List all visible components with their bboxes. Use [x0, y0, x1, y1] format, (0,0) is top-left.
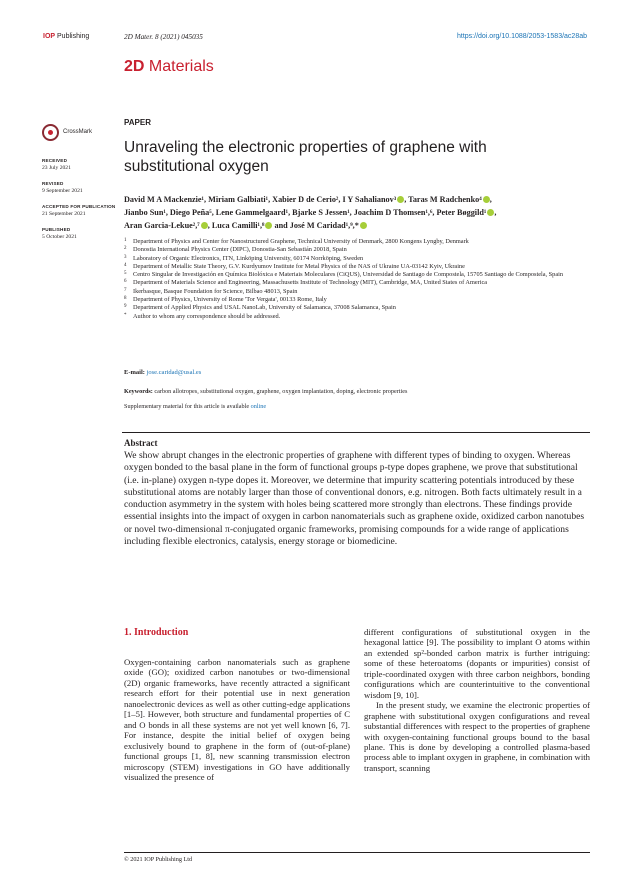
affiliation-item: 2 Donostia International Physics Center (DIPC), Donostia-San Sebastián 20018, Spain	[124, 246, 347, 254]
date-label-revised: REVISED	[42, 181, 64, 186]
crossmark-icon	[42, 124, 59, 141]
date-label-accepted: ACCEPTED FOR PUBLICATION	[42, 204, 116, 209]
date-value-revised: 9 September 2021	[42, 188, 83, 194]
date-value-received: 23 July 2021	[42, 165, 71, 171]
orcid-icon[interactable]	[201, 222, 208, 229]
abstract-text: We show abrupt changes in the electronic properties of graphene with different types of binding to oxygen. Whereas oxygen bonded to the basal plane in the form of functional groups p-type dopes graphene, we prove that substitutional (i.e. in-plane) oxygen n-type dopes it. Moreover, we determine that impurity scattering potentials introduced by these substitutional atoms are notably larger than those of conventional donors, e.g. nitrogen. Both facts ultimately result in a conduction asymmetry in the system with holes being scattered more strongly than electrons. These findings provide essential insights into the impact of oxygen in carbon nanomaterials such as graphene oxide, oxidized carbon nanotubes or novel two-dimensional π-conjugated organic frameworks, promising compounds for a wide range of applications including flexible electronics, catalysis, energy storage or biomedicine.	[124, 450, 585, 548]
supplementary-link[interactable]: online	[250, 403, 267, 410]
section-heading-introduction: 1. Introduction	[124, 627, 189, 638]
footer-divider	[124, 852, 590, 853]
copyright-notice: © 2021 IOP Publishing Ltd	[124, 856, 193, 863]
affiliation-item: 5 Centro Singular de Investigación en Química Biolóxica e Materiais Moleculares (CiQUS), Universidad de Santiago de Compostela, 15705 Santiago de Compostela, Spain	[124, 271, 564, 279]
orcid-icon[interactable]	[360, 222, 367, 229]
date-value-published: 5 October 2021	[42, 234, 77, 240]
email-link[interactable]: jose.caridad@usal.es	[146, 369, 202, 376]
crossmark-badge[interactable]	[42, 124, 122, 142]
affiliation-item: 7 Ikerbasque, Basque Foundation for Science, Bilbao 48013, Spain	[124, 287, 298, 295]
paragraph: In the present study, we examine the electronic properties of graphene with substitutional oxygen configurations and reveal substantial differences with respect to the properties of graphene with oxygen-containing functional groups bound to the basal plane. This is done by developing a controlled plasma-based process able to implant oxygen in graphene, in combination with transport, scanning	[364, 700, 590, 773]
article-title: Unraveling the electronic properties of graphene with substitutional oxygen	[124, 139, 487, 175]
doi-link[interactable]: https://doi.org/10.1088/2053-1583/ac28ab	[457, 33, 587, 40]
affiliation-item: 6 Department of Materials Science and Engineering, Massachusetts Institute of Technology (MIT), Cambridge, MA, United States of America	[124, 279, 488, 287]
article-type: PAPER	[124, 118, 151, 127]
body-column-left: Oxygen-containing carbon nanomaterials such as graphene oxide (GO); oxidized carbon nanotubes or two-dimensional (2D) organic frameworks, have recently attracted a significant research effort for their potential use in next generation nanoelectronic devices as well as other cutting-edge applications [1–5]. However, both structure and fundamental properties of C and O bonds in all these systems are not yet well known [6, 7]. For instance, despite the initial belief of oxygen being exclusively bound to graphene in the form of (out-of-plane) functional groups [1, 8], new scanning transmission electron microscopy (STEM) investigations in GO have additionally visualized the presence of	[124, 657, 350, 782]
date-value-accepted: 21 September 2021	[42, 211, 86, 217]
journal-reference: 2D Mater. 8 (2021) 045035	[124, 33, 203, 41]
affiliation-item: 4 Department of Metallic State Theory, G.V. Kurdyumov Institute for Metal Physics of the NAS of Ukraine UA-03142 Kyiv, Ukraine	[124, 262, 465, 270]
publisher-logo: IOP Publishing	[43, 33, 90, 40]
affiliation-item: 9 Department of Applied Physics and USAL NanoLab, University of Salamanca, 37008 Salamanca, Spain	[124, 304, 396, 312]
affiliation-item: 1 Department of Physics and Center for Nanostructured Graphene, Technical University of Denmark, 2800 Kongens Lyngby, Denmark	[124, 238, 469, 245]
journal-name: 2D Materials	[124, 58, 214, 75]
date-label-received: RECEIVED	[42, 158, 68, 163]
author-list: David M A Mackenzie¹, Miriam Galbiati¹, Xabier D de Cerio², I Y Sahalianov³ , Taras M Radchenko⁴ , Jianbo Sun¹, Diego Peña⁵, Lene Gammelgaard¹, Bjarke S Jessen¹, Joachim D Thomsen¹,⁶, Peter Bøggild¹ , Aran Garcia-Lekue²,⁷ , Luca Camilli¹,⁸ and José M Caridad¹,⁹,*	[124, 195, 497, 230]
abstract-heading: Abstract	[124, 438, 158, 448]
affiliation-item: 8 Department of Physics, University of Rome 'Tor Vergata', 00133 Rome, Italy	[124, 296, 327, 304]
paragraph: different configurations of substitutional oxygen in the hexagonal lattice [9]. The possibility to implant O atoms within an extended sp²-bonded carbon matrix is further intriguing: some of these heteroatoms (dopants or impurities) consist of triple-coordinated oxygen with three carbon neighbors, bonding configurations which are counterintuitive to the conventional wisdom [9, 10].	[364, 627, 590, 700]
corresponding-email: E-mail: jose.caridad@usal.es	[124, 369, 202, 376]
affiliation-item: * Author to whom any correspondence should be addressed.	[124, 312, 281, 320]
orcid-icon[interactable]	[487, 209, 494, 216]
crossmark-label: CrossMark	[63, 129, 93, 135]
affiliation-item: 3 Laboratory of Organic Electronics, ITN, Linköping University, 60174 Norrköping, Sweden	[124, 254, 364, 262]
supplementary-note: Supplementary material for this article is available online	[124, 403, 267, 410]
affiliation-list	[124, 238, 594, 321]
date-label-published: PUBLISHED	[42, 227, 71, 232]
body-column-right	[364, 627, 590, 773]
keywords: Keywords: carbon allotropes, substitutional oxygen, graphene, oxygen implantation, doping, electronic properties	[124, 388, 408, 395]
orcid-icon[interactable]	[483, 196, 490, 203]
